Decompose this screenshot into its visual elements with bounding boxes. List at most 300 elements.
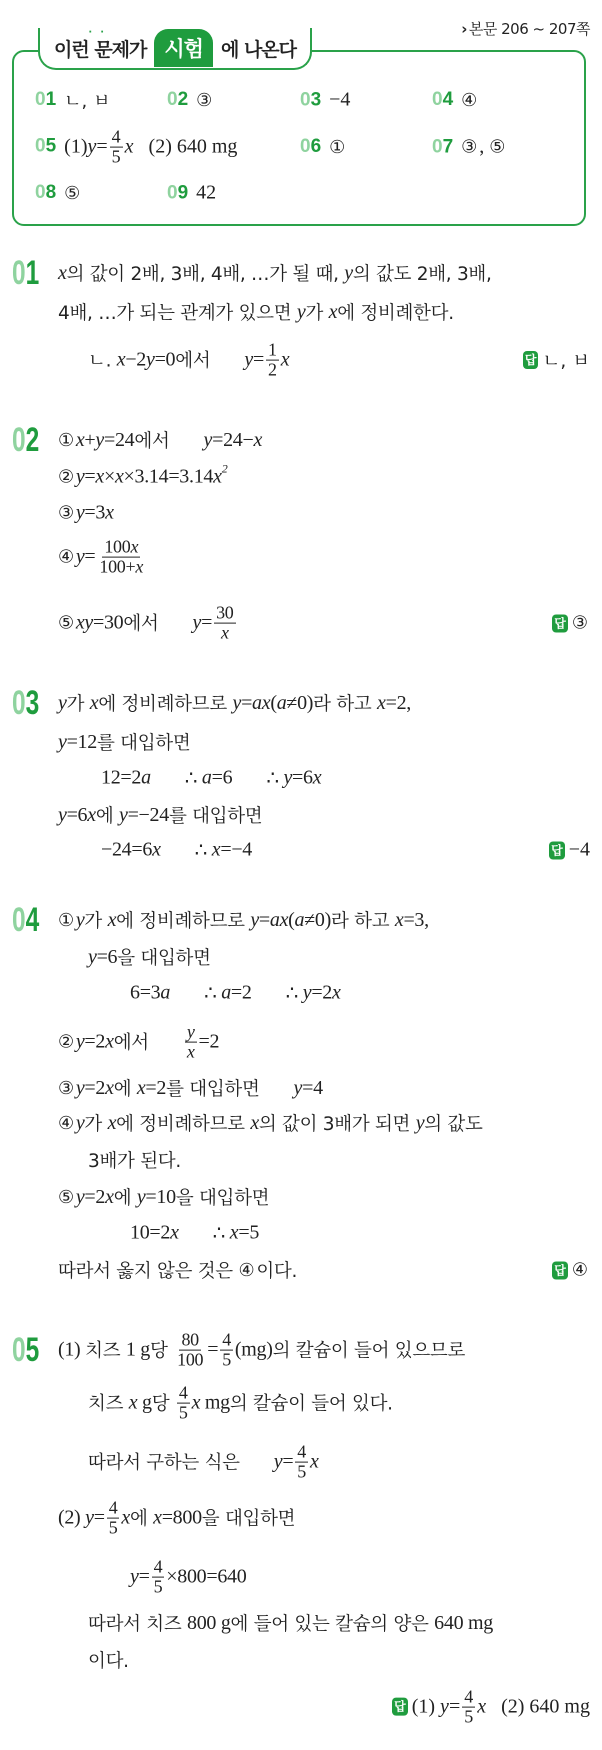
- math-text: =: [207, 1338, 219, 1361]
- math-text: =5: [238, 1221, 260, 1244]
- math-text: =2: [145, 1076, 167, 1099]
- math-text: 5: [153, 1576, 163, 1597]
- math-variable: x: [312, 766, 322, 789]
- math-text: =10: [145, 1185, 176, 1208]
- math-text: =2: [84, 1076, 106, 1099]
- math-variable: x: [95, 465, 104, 488]
- math-text: =: [282, 1450, 294, 1473]
- fraction: [185, 1023, 197, 1062]
- math-text: =12: [66, 730, 97, 753]
- math-variable: y: [85, 1506, 94, 1529]
- math-text: ≠0): [286, 691, 314, 714]
- solution-line: [101, 838, 252, 863]
- fraction-numerator: [177, 1384, 190, 1404]
- solution-line: [101, 766, 321, 791]
- fraction-numerator: [102, 538, 140, 558]
- math-variable: x: [105, 1076, 114, 1099]
- text: 따라서 옳지 않은 것은: [58, 1261, 239, 1282]
- circled-number: ④: [58, 1112, 74, 1134]
- solution-line: [58, 690, 411, 716]
- math-text: g: [137, 1391, 152, 1414]
- problem-number: 09: [167, 182, 189, 203]
- text: 의 값도: [424, 1114, 483, 1135]
- math-variable: x: [107, 908, 117, 931]
- math-text: 5: [297, 1461, 306, 1482]
- solution-line: [58, 1184, 269, 1210]
- math-variable: x: [116, 348, 126, 371]
- math-text: ∴: [204, 982, 222, 1005]
- math-text: −24=6: [101, 838, 153, 861]
- math-text: (: [288, 908, 295, 931]
- math-text: =2: [84, 1030, 106, 1053]
- math-variable: y: [119, 803, 128, 826]
- math-text: =800: [161, 1506, 202, 1529]
- problem-number: 02: [167, 89, 189, 110]
- math-variable: x: [107, 1111, 117, 1134]
- math-text: ×800=640: [166, 1565, 247, 1588]
- math-variable: x: [136, 1076, 146, 1099]
- math-variable: x: [213, 465, 222, 488]
- math-text: 2: [267, 359, 277, 380]
- fraction: [220, 1331, 233, 1370]
- math-text: (2) 640 mg: [133, 135, 238, 158]
- text: 에서: [175, 351, 211, 372]
- math-text: ∴: [285, 982, 303, 1005]
- solution-line: [58, 1257, 297, 1283]
- text: 을 대입하면: [117, 948, 211, 969]
- math-variable: y: [75, 501, 85, 524]
- circled-number: ⑤: [58, 1186, 74, 1208]
- math-text: ×: [103, 465, 115, 488]
- fraction: [177, 1384, 190, 1423]
- math-variable: y: [130, 1565, 139, 1588]
- math-variable: x: [328, 300, 338, 323]
- math-text: 12=2: [101, 766, 142, 789]
- circled-number: ③: [58, 1077, 74, 1099]
- text: 가: [66, 694, 90, 715]
- solution-line: [58, 299, 454, 325]
- math-text: =6: [96, 945, 118, 968]
- text: 의 값도 2배, 3배,: [352, 264, 492, 285]
- math-variable: x: [229, 1221, 239, 1244]
- math-variable: y: [440, 1695, 449, 1718]
- answer-badge-icon: 답: [551, 843, 563, 857]
- answer-badge-icon: 답: [524, 353, 537, 367]
- math-text: 80: [181, 1329, 199, 1350]
- math-variable: y: [192, 611, 202, 634]
- math-variable: a: [141, 766, 151, 789]
- fraction-numerator: [110, 128, 123, 148]
- math-variable: y: [75, 465, 85, 488]
- math-variable: xy: [75, 611, 93, 634]
- math-text: =: [241, 691, 253, 714]
- math-variable: y: [186, 1021, 195, 1042]
- fraction-denominator: [295, 1463, 308, 1482]
- math-variable: y: [203, 428, 213, 451]
- fraction: [214, 604, 235, 643]
- fraction: [462, 1688, 475, 1727]
- solution-line: [130, 981, 341, 1006]
- circled-number: ③: [58, 502, 74, 524]
- math-text: 5: [178, 1402, 188, 1423]
- fraction-denominator: [185, 1043, 197, 1062]
- circled-number: ②: [58, 466, 74, 488]
- fraction-denominator: [175, 1351, 205, 1370]
- solution-line: [88, 1647, 129, 1673]
- math-variable: y: [146, 348, 155, 371]
- tab-highlight: 시험: [154, 29, 213, 67]
- math-text: ∴: [194, 839, 212, 862]
- math-variable: y: [58, 691, 67, 714]
- fraction-denominator: [97, 558, 145, 577]
- math-text: =2: [84, 1185, 106, 1208]
- summary-item: [35, 182, 82, 204]
- math-variable: x: [121, 1506, 130, 1529]
- final-answer: [549, 839, 590, 862]
- problem-number-label: 05: [12, 1331, 40, 1369]
- math-text: 5: [111, 146, 121, 167]
- math-text: 100: [177, 1349, 204, 1370]
- problem-number-label: 03: [12, 684, 40, 722]
- math-variable: y: [75, 1185, 85, 1208]
- math-text: =24−: [212, 428, 254, 451]
- final-answer: [523, 347, 590, 373]
- math-variable: x: [152, 838, 161, 861]
- math-variable: x: [105, 1185, 114, 1208]
- math-variable: x: [477, 1695, 487, 1718]
- math-variable: x: [280, 348, 290, 371]
- text: 당: [149, 1341, 174, 1362]
- math-variable: a: [294, 908, 305, 931]
- math-variable: y: [250, 908, 259, 931]
- summary-item: [167, 89, 214, 111]
- math-variable: x: [170, 1221, 179, 1244]
- solution-line: [130, 1221, 259, 1246]
- text: 에: [95, 806, 119, 827]
- math-variable: x: [253, 428, 263, 451]
- math-text: =30: [93, 611, 124, 634]
- math-variable: x: [211, 838, 221, 861]
- solution-line: [58, 1499, 295, 1538]
- text: 이다.: [88, 1651, 129, 1672]
- math-text: =0: [154, 348, 176, 371]
- text: 에: [129, 1509, 154, 1530]
- math-text: (1): [64, 135, 88, 158]
- math-text: −4: [568, 838, 590, 861]
- tab-text: 이런 문제가: [54, 38, 147, 61]
- circled-number: ⑤: [64, 182, 81, 204]
- fraction-numerator: [295, 1443, 308, 1463]
- solution-line: [88, 1384, 393, 1423]
- fraction: [175, 1331, 205, 1370]
- math-text: =3,: [403, 908, 429, 931]
- chevron-right-icon: ›: [461, 20, 467, 38]
- math-variable: x: [130, 536, 139, 557]
- math-text: =6: [292, 766, 313, 789]
- emphasis-dots: ··: [88, 26, 112, 38]
- math-text: =: [93, 1506, 105, 1529]
- fraction-denominator: [177, 1404, 190, 1423]
- math-text: 5: [222, 1349, 231, 1370]
- fraction-numerator: [107, 1499, 120, 1519]
- circled-number: ③: [461, 136, 478, 158]
- math-variable: y: [75, 908, 85, 931]
- summary-item: [35, 128, 237, 167]
- math-variable: y: [75, 1030, 85, 1053]
- math-text: 100+: [99, 556, 136, 577]
- math-variable: x: [87, 803, 96, 826]
- text: ㄴ.: [88, 351, 117, 372]
- text: 가: [305, 303, 329, 324]
- text: 3배가 된다.: [88, 1151, 181, 1172]
- circled-number: ⑤: [489, 136, 506, 158]
- math-text: =−24: [127, 803, 169, 826]
- math-text: 4: [153, 1556, 163, 1577]
- solution-line: [58, 538, 147, 577]
- text: 에: [113, 1079, 137, 1100]
- circled-number: ⑤: [58, 612, 74, 634]
- solution-line: [58, 1110, 483, 1136]
- math-text: −2: [125, 348, 146, 371]
- solution-line: [88, 1443, 319, 1482]
- math-text: =: [138, 1565, 150, 1588]
- text: 에 정비례하므로: [98, 694, 233, 715]
- math-text: =2: [230, 981, 252, 1004]
- circled-number: ③: [196, 89, 213, 111]
- math-variable: y: [95, 428, 104, 451]
- math-text: 4: [297, 1441, 306, 1462]
- circled-number: ④: [58, 546, 74, 568]
- text: 에: [113, 1188, 137, 1209]
- math-text: =2: [311, 981, 332, 1004]
- math-text: =6: [211, 766, 233, 789]
- problem-number: 01: [35, 89, 57, 110]
- math-text: (1): [58, 1338, 86, 1361]
- math-text: 42: [196, 181, 217, 204]
- math-text: =: [84, 545, 96, 568]
- summary-item: [300, 89, 350, 112]
- final-answer: [392, 1688, 590, 1727]
- math-variable: x: [191, 1391, 201, 1414]
- solution-line: [58, 802, 262, 828]
- circled-number: ④: [238, 1259, 255, 1281]
- math-text: ∴: [266, 767, 284, 790]
- math-variable: y: [75, 545, 85, 568]
- math-variable: x: [135, 556, 144, 577]
- text: 따라서 구하는 식은: [88, 1453, 240, 1474]
- math-text: =−4: [220, 838, 253, 861]
- answer-badge-icon: 답: [554, 1263, 566, 1277]
- fraction-numerator: [179, 1331, 200, 1351]
- summary-item: [35, 87, 110, 113]
- text: 가: [84, 1114, 108, 1135]
- fraction-numerator: [185, 1023, 197, 1043]
- fraction-numerator: [214, 604, 235, 624]
- math-variable: y: [344, 261, 353, 284]
- problem-number: 08: [35, 182, 57, 203]
- math-variable: ax: [252, 691, 271, 714]
- text: 치즈: [85, 1341, 126, 1362]
- solution-line: [58, 907, 429, 933]
- summary-item: [432, 136, 507, 159]
- text: 에서: [113, 1033, 149, 1054]
- fraction-denominator: [266, 361, 279, 380]
- math-variable: y: [302, 981, 312, 1004]
- math-text: ,: [479, 135, 490, 158]
- math-text: =6: [66, 803, 88, 826]
- math-variable: y: [136, 1185, 146, 1208]
- text: 라 하고: [313, 694, 378, 715]
- problem-number-label: 04: [12, 901, 40, 939]
- math-text: ×3.14=3.14: [123, 465, 214, 488]
- math-variable: x: [124, 135, 134, 158]
- math-variable: a: [221, 981, 231, 1004]
- text: 가: [84, 911, 108, 932]
- math-variable: y: [244, 348, 253, 371]
- fraction: [110, 128, 123, 167]
- fraction-denominator: [462, 1708, 475, 1727]
- math-variable: x: [332, 981, 341, 1004]
- math-text: (1): [411, 1695, 441, 1718]
- math-variable: y: [293, 1076, 303, 1099]
- math-variable: x: [220, 622, 229, 643]
- text: 를 대입하면: [168, 806, 263, 827]
- math-text: (2) 640 mg: [486, 1695, 590, 1718]
- fraction-numerator: [152, 1558, 165, 1578]
- superscript: 2: [221, 461, 228, 476]
- math-text: =: [448, 1695, 461, 1718]
- text: 에 들어 있는 칼슘의 양은: [230, 1614, 435, 1635]
- math-text: 6=3: [130, 981, 161, 1004]
- math-variable: x: [114, 465, 124, 488]
- answer-badge-icon: 답: [554, 616, 566, 630]
- page-reference: [461, 18, 590, 39]
- text: 의 값이 3배가 되면: [258, 1114, 416, 1135]
- math-variable: y: [75, 1076, 85, 1099]
- math-variable: x: [105, 501, 114, 524]
- math-text: =2,: [385, 691, 411, 714]
- fraction: [97, 538, 145, 577]
- math-variable: a: [201, 766, 212, 789]
- problem-number-label: 02: [12, 421, 40, 459]
- circled-number: ②: [58, 1031, 74, 1053]
- math-text: (2): [58, 1506, 86, 1529]
- math-text: −4: [329, 88, 351, 111]
- math-text: 4: [178, 1382, 188, 1403]
- math-variable: a: [160, 981, 171, 1004]
- math-variable: x: [310, 1450, 319, 1473]
- math-variable: x: [105, 1030, 114, 1053]
- text: 라 하고: [331, 911, 395, 932]
- math-text: ∴: [212, 1222, 230, 1245]
- math-text: 4: [111, 126, 121, 147]
- text: 를 대입하면: [96, 733, 191, 754]
- math-text: 4: [222, 1329, 231, 1350]
- text: ㄴ, ㅂ: [64, 91, 111, 112]
- final-answer: [552, 613, 590, 634]
- solution-line: [88, 1610, 493, 1636]
- math-variable: y: [415, 1111, 425, 1134]
- math-text: 640 mg: [434, 1611, 493, 1634]
- fraction: [107, 1499, 120, 1538]
- solution-line: [58, 260, 492, 286]
- math-text: =: [258, 908, 270, 931]
- tab-text-before: [54, 26, 147, 62]
- text: 의 칼슘이 들어 있다.: [229, 1394, 393, 1415]
- math-variable: x: [75, 428, 85, 451]
- fraction-denominator: [107, 1519, 120, 1538]
- math-text: +: [84, 428, 96, 451]
- math-variable: x: [186, 1041, 195, 1062]
- solution-line: [130, 1558, 246, 1597]
- fraction-denominator: [220, 1351, 233, 1370]
- solution-line: [58, 1331, 465, 1370]
- text: 이다.: [256, 1261, 298, 1282]
- solution-line: [88, 944, 211, 970]
- summary-item: [432, 89, 479, 111]
- text: 치즈: [88, 1394, 129, 1415]
- text: 에서: [123, 614, 159, 635]
- text: ㄴ, ㅂ: [542, 351, 590, 372]
- circled-number: ④: [461, 89, 478, 111]
- math-variable: a: [276, 691, 287, 714]
- math-text: (mg): [234, 1338, 273, 1361]
- math-variable: y: [88, 945, 97, 968]
- fraction-denominator: [219, 624, 231, 643]
- math-variable: x: [394, 908, 404, 931]
- text: 을 대입하면: [175, 1188, 270, 1209]
- math-variable: y: [58, 730, 67, 753]
- math-text: 100: [104, 536, 131, 557]
- fraction: [295, 1443, 308, 1482]
- problem-number-label: 01: [12, 254, 40, 292]
- math-variable: y: [283, 766, 293, 789]
- math-variable: y: [58, 803, 67, 826]
- solution-line: [58, 461, 228, 489]
- circled-number: ④: [571, 1259, 588, 1281]
- final-answer: [552, 1260, 590, 1281]
- math-text: 4: [464, 1686, 474, 1707]
- solution-line: [58, 1023, 219, 1062]
- text: 따라서 치즈: [88, 1614, 188, 1635]
- solution-line: [88, 341, 289, 380]
- fraction-numerator: [462, 1688, 475, 1708]
- math-text: =: [201, 611, 213, 634]
- math-text: 10=2: [130, 1221, 171, 1244]
- text: 을 대입하면: [201, 1509, 296, 1530]
- text: 의 값이 2배, 3배, 4배, …가 될 때,: [66, 264, 345, 285]
- solution-line: [58, 502, 114, 525]
- solution-line: [58, 729, 190, 755]
- text: 에 정비례하므로: [116, 911, 251, 932]
- math-text: =24: [103, 428, 135, 451]
- math-text: (: [270, 691, 277, 714]
- fraction-denominator: [152, 1578, 165, 1597]
- text: 의 칼슘이 들어 있으므로: [272, 1341, 466, 1362]
- math-variable: ax: [269, 908, 289, 931]
- math-text: 1 g: [125, 1338, 150, 1361]
- math-variable: x: [128, 1391, 138, 1414]
- circled-number: ①: [58, 909, 74, 931]
- text: 에 정비례하므로: [116, 1114, 251, 1135]
- problem-number: 04: [432, 89, 454, 110]
- fraction-denominator: [110, 148, 123, 167]
- fraction: [266, 341, 279, 380]
- circled-number: ③: [571, 612, 588, 634]
- circled-number: ①: [329, 136, 346, 158]
- solution-line: [58, 1075, 323, 1101]
- math-text: 4: [108, 1497, 118, 1518]
